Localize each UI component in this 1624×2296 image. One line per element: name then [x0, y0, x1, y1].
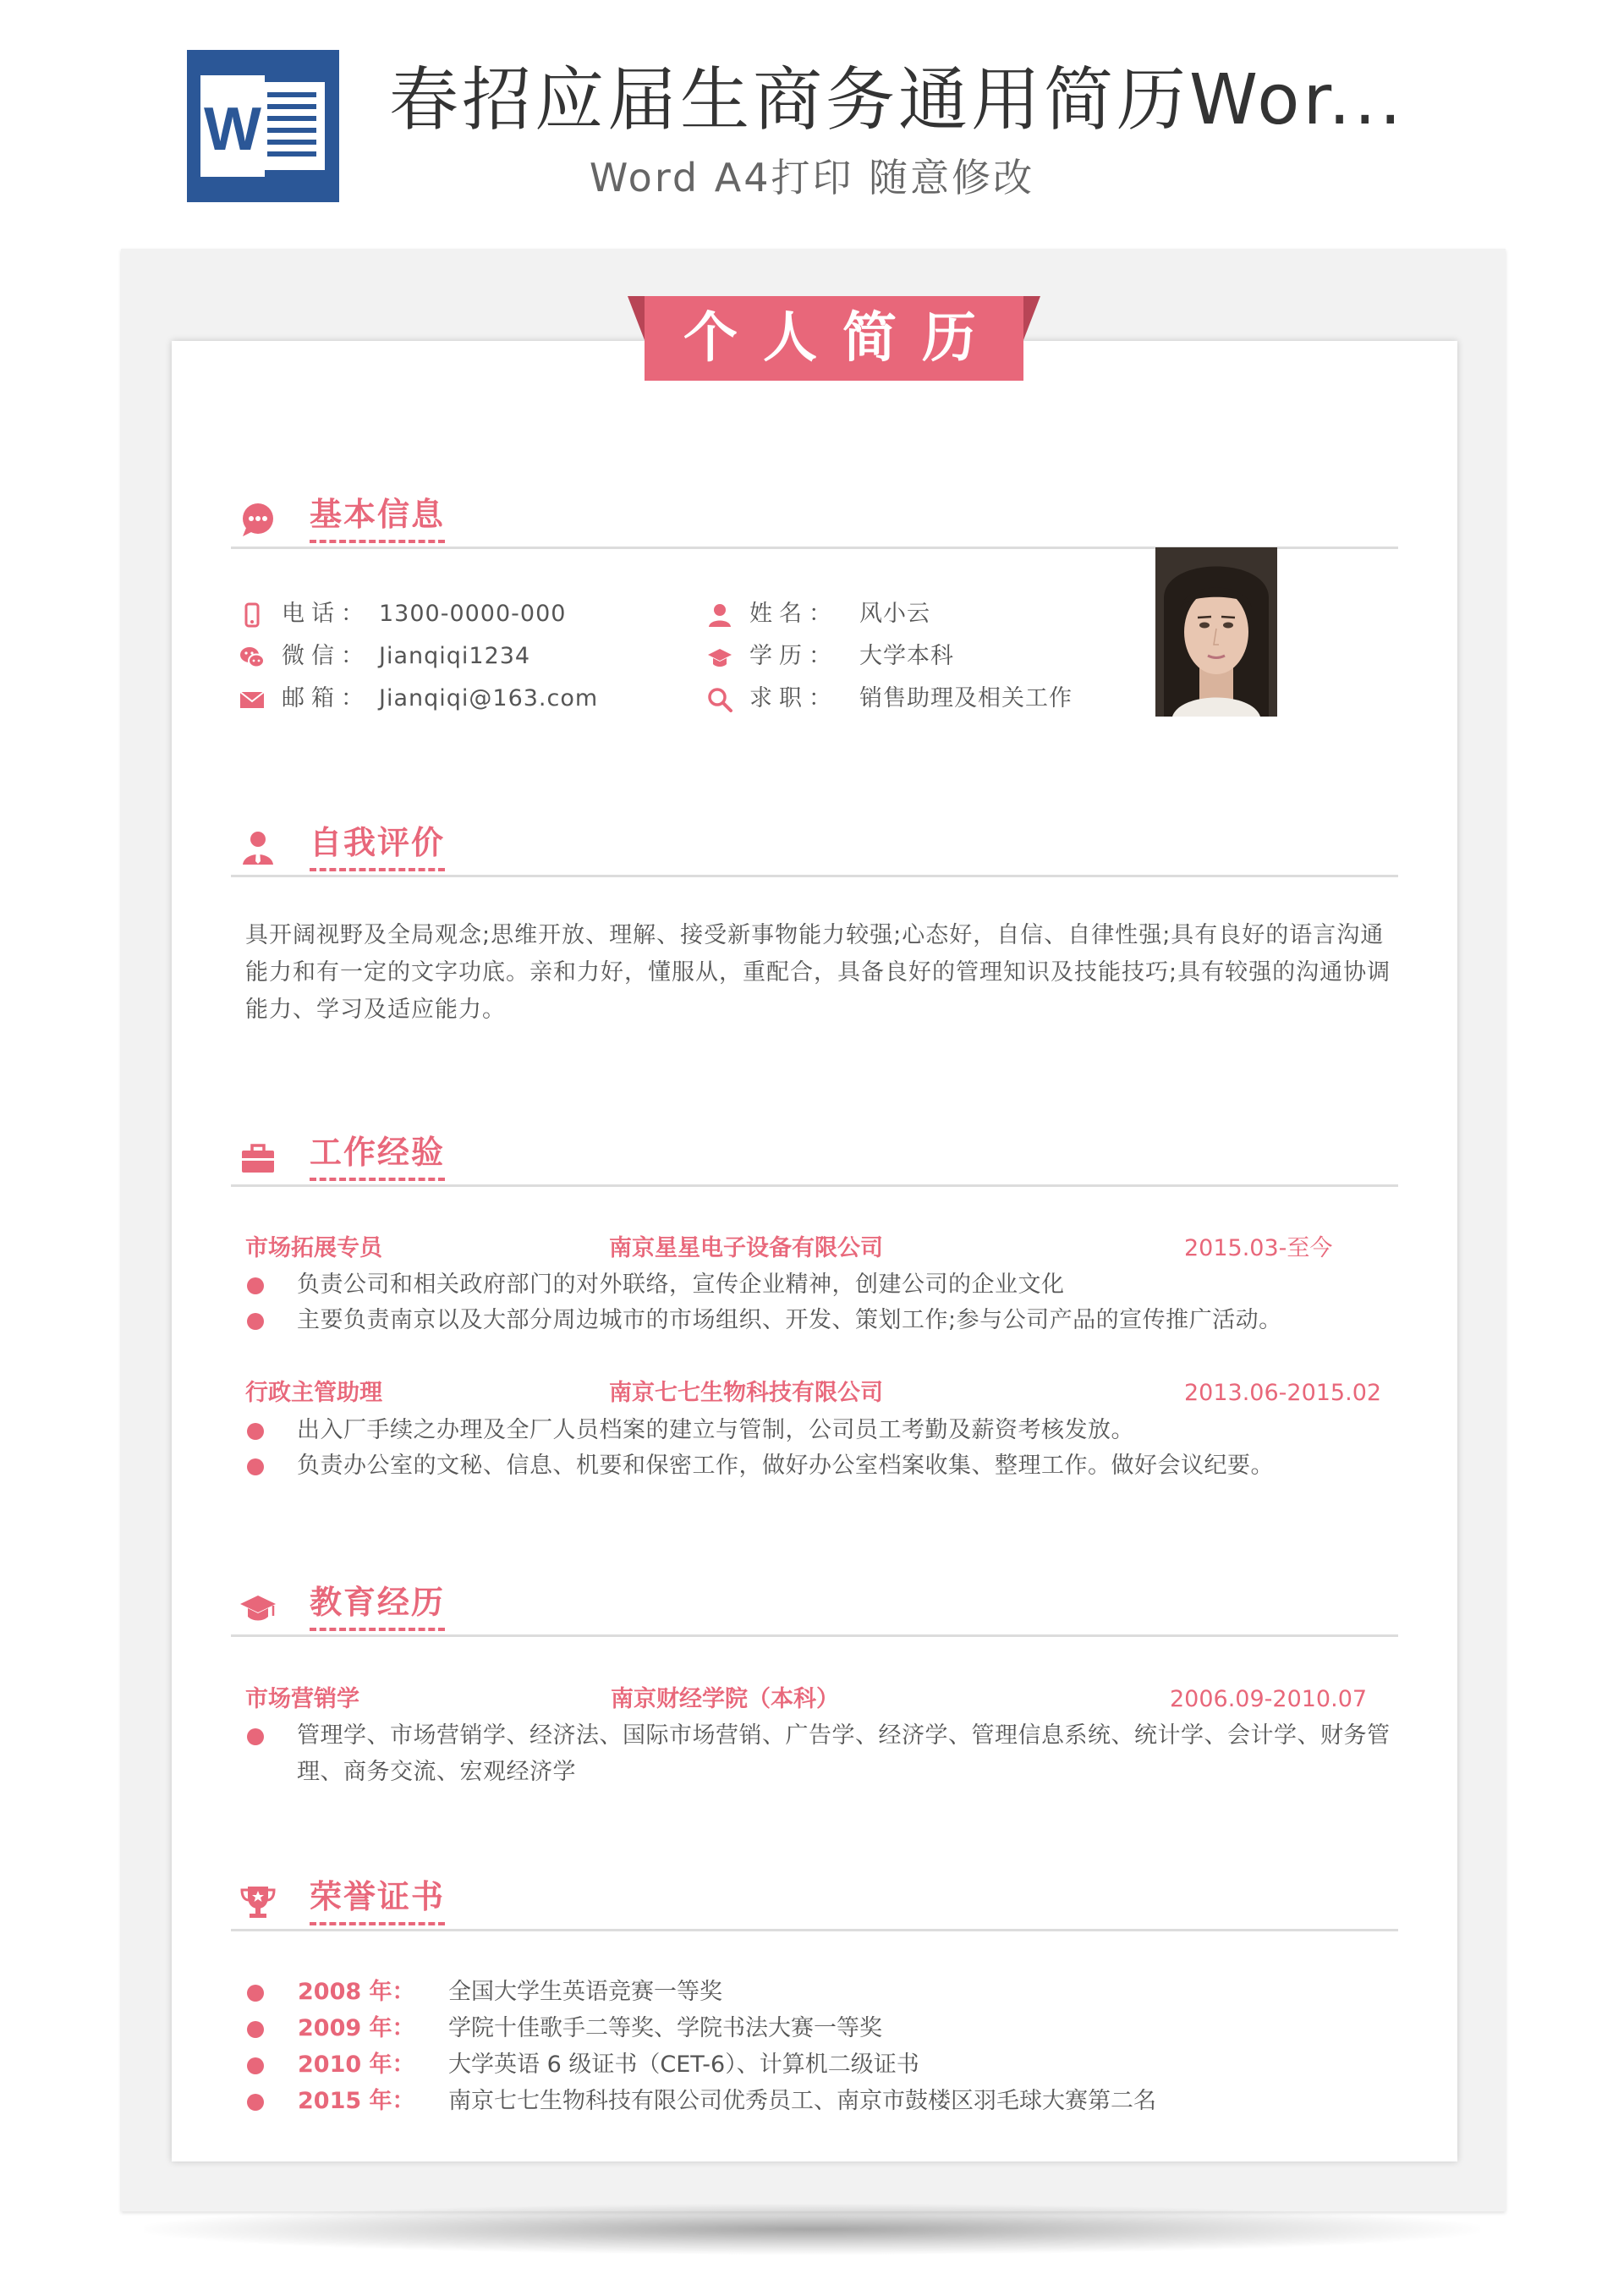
- edu-major: 市场营销学: [245, 1686, 359, 1712]
- person-icon: [707, 602, 732, 628]
- bullet-dot: [247, 2057, 264, 2074]
- info-key: 学历：: [749, 643, 838, 669]
- title-underline: [310, 1628, 445, 1631]
- resume-banner: 个人简历: [645, 296, 1023, 381]
- banner-fold-left: [628, 296, 645, 340]
- section-divider: [231, 1929, 1398, 1931]
- section-divider: [231, 875, 1398, 877]
- job-position: 行政主管助理: [245, 1380, 382, 1406]
- honor-year: 2008 年：: [298, 1979, 415, 2005]
- wechat-icon: [239, 645, 265, 670]
- bullet-dot: [247, 1313, 264, 1330]
- info-value: 1300-0000-000: [379, 601, 567, 627]
- section-divider: [231, 1634, 1398, 1637]
- chat-bubble-icon: [239, 501, 277, 538]
- info-value: Jianqiqi@163.com: [379, 685, 599, 711]
- info-value: 大学本科: [859, 643, 954, 669]
- info-key: 姓名：: [749, 601, 838, 627]
- search-icon: [707, 687, 732, 712]
- job-company: 南京星星电子设备有限公司: [609, 1235, 883, 1261]
- bullet-dot: [247, 1277, 264, 1294]
- section-title: 基本信息: [310, 496, 446, 533]
- bullet-dot: [247, 2021, 264, 2038]
- honor-year: 2009 年：: [298, 2015, 415, 2041]
- bullet-dot: [247, 1458, 264, 1475]
- honor-year: 2015 年：: [298, 2088, 415, 2114]
- edu-period: 2006.09-2010.07: [1170, 1686, 1368, 1712]
- info-value: 销售助理及相关工作: [859, 685, 1073, 711]
- section-title: 荣誉证书: [310, 1878, 446, 1915]
- honor-text: 大学英语 6 级证书（CET-6）、计算机二级证书: [448, 2052, 919, 2078]
- info-key: 邮箱：: [282, 685, 370, 711]
- section-title: 工作经验: [310, 1134, 446, 1171]
- bullet-dot: [247, 1423, 264, 1440]
- job-period: 2013.06-2015.02: [1184, 1380, 1382, 1406]
- section-header-basic: [231, 489, 1398, 548]
- job-company: 南京七七生物科技有限公司: [609, 1380, 883, 1406]
- title-underline: [310, 1922, 445, 1925]
- honor-year: 2010 年：: [298, 2052, 415, 2078]
- info-value: Jianqiqi1234: [379, 643, 531, 669]
- job-position: 市场拓展专员: [245, 1235, 382, 1261]
- section-title: 教育经历: [310, 1584, 446, 1621]
- person-tie-icon: [239, 829, 277, 866]
- profile-photo: [1155, 547, 1277, 717]
- section-header-work: [231, 1127, 1398, 1186]
- title-underline: [310, 868, 445, 871]
- banner-fold-right: [1023, 296, 1040, 340]
- edu-school: 南京财经学院（本科）: [611, 1686, 839, 1712]
- section-divider: [231, 1184, 1398, 1187]
- self-evaluation-text: 具开阔视野及全局观念;思维开放、理解、接受新事物能力较强;心态好，自信、自律性强;具有良好的语言沟通能力和有一定的文字功底。亲和力好，懂服从，重配合，具备良好的管理知识及技能技巧;具有较强的沟通协调能力、学习及适应能力。: [245, 922, 1391, 1023]
- document-title: 春招应届生商务通用简历Wor...: [389, 60, 1405, 140]
- title-underline: [310, 1178, 445, 1181]
- bullet-dot: [247, 1728, 264, 1745]
- job-period: 2015.03-至今: [1184, 1235, 1333, 1261]
- honor-text: 全国大学生英语竞赛一等奖: [448, 1979, 722, 2005]
- trophy-icon: [239, 1883, 277, 1920]
- list-item: 管理学、市场营销学、经济法、国际市场营销、广告学、经济学、管理信息系统、统计学、会计学、财务管理、商务交流、宏观经济学: [245, 1717, 1404, 1793]
- graduation-cap-icon: [239, 1589, 277, 1626]
- info-key: 微信：: [282, 643, 370, 669]
- sheet-shadow: [144, 2204, 1480, 2255]
- section-header-honors: [231, 1871, 1398, 1931]
- bullet-dot: [247, 1985, 264, 2002]
- bullet-dot: [247, 2094, 264, 2111]
- section-header-education: [231, 1577, 1398, 1636]
- mail-icon: [239, 687, 265, 712]
- info-key: 求职：: [749, 685, 838, 711]
- honor-text: 学院十佳歌手二等奖、学院书法大赛一等奖: [448, 2015, 882, 2041]
- phone-icon: [239, 602, 265, 628]
- graduation-cap-icon: [707, 645, 732, 670]
- section-title: 自我评价: [310, 824, 446, 861]
- title-underline: [310, 540, 445, 543]
- section-header-self: [231, 817, 1398, 876]
- document-subtitle: Word A4打印 随意修改: [589, 155, 1035, 200]
- svg-text:W: W: [204, 96, 261, 163]
- honor-text: 南京七七生物科技有限公司优秀员工、南京市鼓楼区羽毛球大赛第二名: [448, 2088, 1156, 2114]
- info-value: 风小云: [859, 601, 930, 627]
- info-key: 电话：: [282, 601, 370, 627]
- briefcase-icon: [239, 1139, 277, 1176]
